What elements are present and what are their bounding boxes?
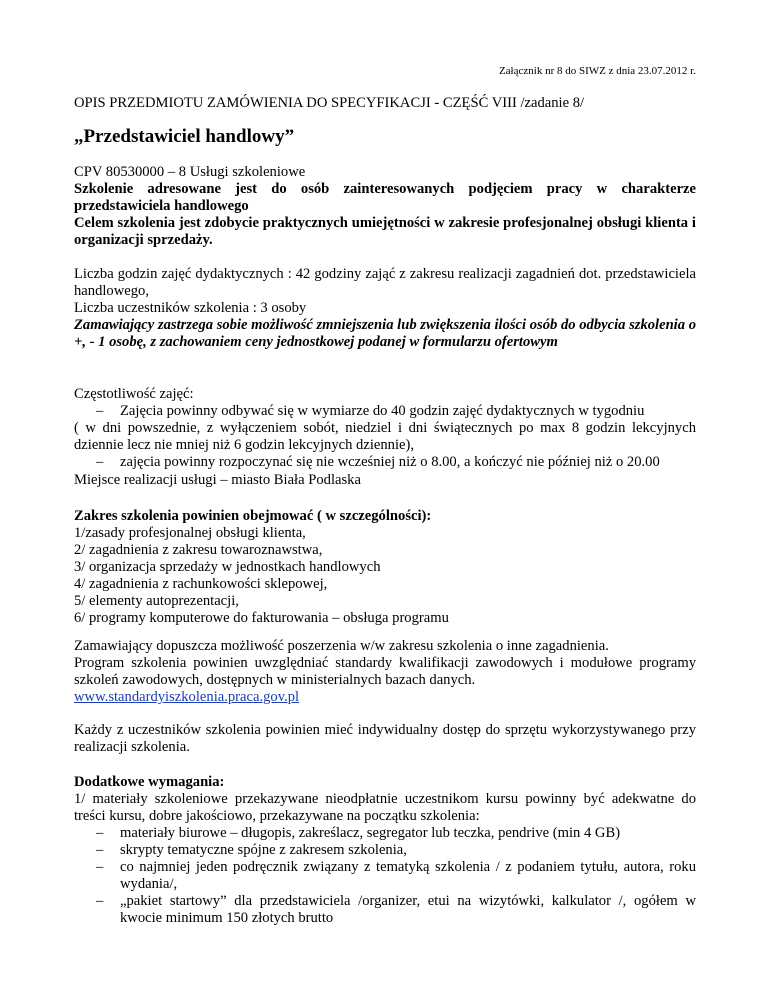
standards-link-line [74, 689, 696, 706]
extension-line: Zamawiający dopuszcza możliwość poszerzenia w/w zakresu szkolenia o inne zagadnienia. [74, 638, 609, 654]
scope-item: 1/zasady profesjonalnej obsługi klienta, [74, 525, 306, 541]
dash-bullet: – [96, 454, 104, 470]
access-line: Każdy z uczestników szkolenia powinien mieć indywidualny dostęp do sprzętu wykorzystywanego przy realizacji szkolenia. [74, 722, 696, 755]
dash-bullet: – [96, 403, 104, 419]
scope-section [74, 508, 696, 627]
dash-bullet: – [96, 825, 104, 841]
additional-item [74, 859, 696, 893]
program-line: Program szkolenia powinien uwzględniać standardy kwalifikacji zawodowych i modułowe programy szkoleń zawodowych, dostępnych w ministerialnych bazach danych. [74, 655, 696, 688]
scope-item: 3/ organizacja sprzedaży w jednostkach handlowych [74, 559, 381, 575]
document-heading: OPIS PRZEDMIOTU ZAMÓWIENIA DO SPECYFIKACJI - CZĘŚĆ VIII /zadanie 8/ [74, 95, 585, 111]
reserve-line: Zamawiający zastrzega sobie możliwość zmniejszenia lub zwiększenia ilości osób do odbycia szkolenia o +, - 1 osobę, z zachowaniem ceny jednostkowej podanej w formularzu ofertowym [74, 317, 696, 350]
document-title: „Przedstawiciel handlowy” [74, 126, 295, 147]
hours-line: Liczba godzin zajęć dydaktycznych : 42 godziny zająć z zakresu realizacji zagadnień dot. przedstawiciela handlowego, [74, 266, 696, 299]
scope-item: 6/ programy komputerowe do fakturowania – obsługa programu [74, 610, 449, 626]
additional-item [74, 825, 696, 842]
scope-item: 5/ elementy autoprezentacji, [74, 593, 239, 609]
dash-bullet: – [96, 859, 104, 875]
additional-item-text: „pakiet startowy” dla przedstawiciela /organizer, etui na wizytówki, kalkulator /, ogółem w kwocie minimum 150 złotych brutto [120, 893, 696, 926]
hours-section [74, 266, 696, 351]
additional-heading: Dodatkowe wymagania: [74, 774, 225, 790]
frequency-section [74, 386, 696, 471]
additional-intro: 1/ materiały szkoleniowe przekazywane nieodpłatnie uczestnikom kursu powinny być adekwatne do treści kursu, dobre jakościowo, przekazywane na początku szkolenia: [74, 791, 696, 824]
frequency-item-continuation: ( w dni powszednie, z wyłączeniem sobót, niedziel i dni świątecznych po max 8 godzin lekcyjnych dziennie lecz nie mniej niż 6 godzin lekcyjnych dziennie), [74, 420, 696, 453]
standards-link[interactable]: www.standardyiszkolenia.praca.gov.pl [74, 689, 300, 705]
target-line: Szkolenie adresowane jest do osób zainteresowanych podjęciem pracy w charakterze przedstawiciela handlowego [74, 181, 696, 214]
scope-item: 2/ zagadnienia z zakresu towaroznawstwa, [74, 542, 323, 558]
frequency-item-text: Zajęcia powinny odbywać się w wymiarze do 40 godzin zajęć dydaktycznych w tygodniu [120, 403, 645, 419]
additional-item [74, 842, 696, 859]
cpv-line: CPV 80530000 – 8 Usługi szkoleniowe [74, 164, 306, 180]
frequency-label: Częstotliwość zajęć: [74, 386, 194, 402]
additional-item [74, 893, 696, 927]
location-line: Miejsce realizacji usługi – miasto Biała Podlaska [74, 472, 361, 488]
additional-item-text: skrypty tematyczne spójne z zakresem szkolenia, [120, 842, 407, 858]
frequency-item [74, 454, 696, 471]
dash-bullet: – [96, 842, 104, 858]
additional-item-text: co najmniej jeden podręcznik związany z tematyką szkolenia / z podaniem tytułu, autora, roku wydania/, [120, 859, 696, 892]
frequency-item-text: zajęcia powinny rozpoczynać się nie wcześniej niż o 8.00, a kończyć nie później niż o 20.00 [120, 454, 660, 470]
scope-heading: Zakres szkolenia powinien obejmować ( w szczególności): [74, 508, 432, 524]
extension-section [74, 638, 696, 706]
participants-line: Liczba uczestników szkolenia : 3 osoby [74, 300, 307, 316]
annex-note: Załącznik nr 8 do SIWZ z dnia 23.07.2012 r. [498, 65, 696, 77]
scope-item: 4/ zagadnienia z rachunkowości sklepowej, [74, 576, 328, 592]
dash-bullet: – [96, 893, 104, 909]
additional-item-text: materiały biurowe – długopis, zakreślacz, segregator lub teczka, pendrive (min 4 GB) [120, 825, 621, 841]
intro-section [74, 164, 696, 249]
frequency-item [74, 403, 696, 420]
goal-line: Celem szkolenia jest zdobycie praktycznych umiejętności w zakresie profesjonalnej obsługi klienta i organizacji sprzedaży. [74, 215, 696, 248]
additional-section [74, 774, 696, 927]
